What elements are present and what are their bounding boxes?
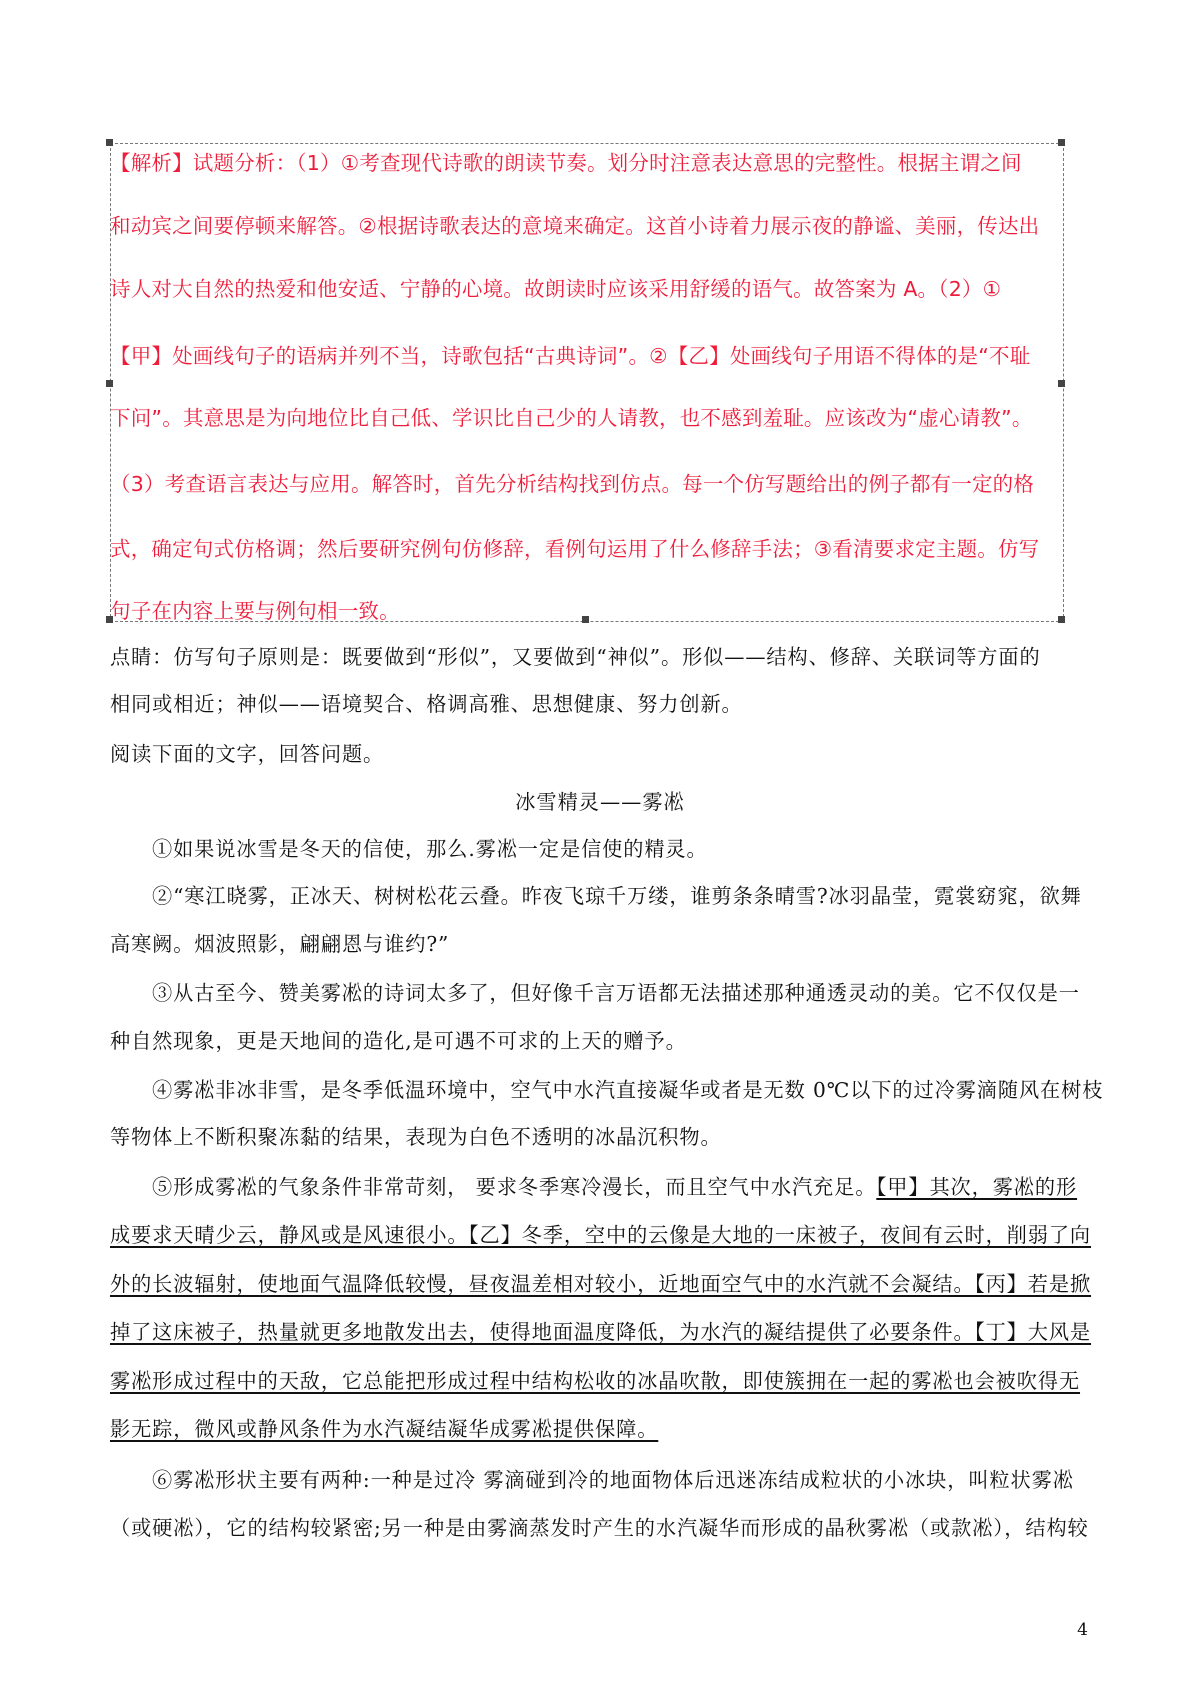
resize-handle-top-right[interactable] bbox=[1058, 139, 1065, 146]
underlined-paragraph-line: 雾凇形成过程中的天敌，它总能把形成过程中结构松收的冰晶吹散，即使簇拥在一起的雾凇也会被吹得无 bbox=[110, 1369, 1081, 1393]
tip-line: 相同或相近；神似——语境契合、格调高雅、思想健康、努力创新。 bbox=[110, 692, 743, 716]
paragraph-line: ③从古至今、赞美雾凇的诗词太多了，但好像千言万语都无法描述那种通透灵动的美。它不仅仅是一 bbox=[152, 981, 1080, 1005]
page-number: 4 bbox=[1077, 1620, 1088, 1640]
paragraph-line: （或硬凇），它的结构较紧密;另一种是由雾滴蒸发时产生的水汽凝华而形成的晶秋雾凇（或款凇），结构较 bbox=[110, 1516, 1089, 1540]
paragraph-line: ⑥雾凇形状主要有两种:一种是过冷 雾滴碰到冷的地面物体后迅迷冻结成粒状的小冰块，叫粒状雾凇 bbox=[152, 1468, 1074, 1492]
analysis-line: 下问”。其意思是为向地位比自己低、学识比自己少的人请教，也不感到羞耻。应该改为“虚心请教”。 bbox=[110, 406, 1033, 430]
analysis-line: 式，确定句式仿格调；然后要研究例句仿修辞，看例句运用了什么修辞手法；③看清要求定主题。仿写 bbox=[110, 537, 1040, 561]
underlined-text: 【甲】其次，雾凇的形 bbox=[876, 1175, 1078, 1199]
analysis-line: 诗人对大自然的热爱和他安适、宁静的心境。故朗读时应该采用舒缓的语气。故答案为 A。（2）① bbox=[110, 277, 1002, 301]
paragraph-line: ②“寒江晓雾，正冰天、树树松花云叠。昨夜飞琼千万缕，谁剪条条晴雪?冰羽晶莹，霓裳窈窕，欲舞 bbox=[152, 884, 1082, 908]
analysis-line: 【解析】试题分析：（1）①考查现代诗歌的朗读节奏。划分时注意表达意思的完整性。根据主谓之间 bbox=[110, 151, 1022, 175]
resize-handle-bottom-center[interactable] bbox=[582, 616, 589, 623]
paragraph-line: 种自然现象，更是天地间的造化,是可遇不可求的上天的赠予。 bbox=[110, 1029, 687, 1053]
reading-instruction: 阅读下面的文字，回答问题。 bbox=[110, 742, 385, 766]
paragraph-line: 等物体上不断积聚冻黏的结果，表现为白色不透明的冰晶沉积物。 bbox=[110, 1125, 722, 1149]
paragraph-line: ④雾凇非冰非雪，是冬季低温环境中，空气中水汽直接凝华或者是无数 0℃以下的过冷雾滴随风在树枝 bbox=[152, 1078, 1104, 1102]
analysis-line: 和动宾之间要停顿来解答。②根据诗歌表达的意境来确定。这首小诗着力展示夜的静谧、美丽，传达出 bbox=[110, 214, 1040, 238]
analysis-line: 【甲】处画线句子的语病并列不当，诗歌包括“古典诗词”。②【乙】处画线句子用语不得体的是“不耻 bbox=[110, 344, 1031, 368]
paragraph-line: 高寒阙。烟波照影，翩翩恩与谁约?” bbox=[110, 932, 450, 956]
underlined-paragraph-line: 掉了这床被子，热量就更多地散发出去，使得地面温度降低，为水汽的凝结提供了必要条件。【丁】大风是 bbox=[110, 1320, 1092, 1344]
resize-handle-top-left[interactable] bbox=[106, 139, 113, 146]
paragraph-text: ⑤形成雾凇的气象条件非常苛刻， 要求冬季寒冷漫长，而且空气中水汽充足。 bbox=[152, 1175, 877, 1199]
resize-handle-middle-left[interactable] bbox=[106, 380, 113, 387]
paragraph-line bbox=[152, 1171, 1077, 1200]
article-title: 冰雪精灵——雾凇 bbox=[515, 790, 685, 814]
tip-line: 点睛：仿写句子原则是：既要做到“形似”，又要做到“神似”。形似——结构、修辞、关联词等方面的 bbox=[110, 645, 1041, 669]
resize-handle-middle-right[interactable] bbox=[1058, 380, 1065, 387]
analysis-line: 句子在内容上要与例句相一致。 bbox=[110, 599, 400, 623]
resize-handle-bottom-right[interactable] bbox=[1058, 616, 1065, 623]
underlined-paragraph-line: 成要求天晴少云，静风或是风速很小。【乙】冬季，空中的云像是大地的一床被子，夜间有云时，削弱了向 bbox=[110, 1223, 1092, 1247]
analysis-line: （3）考查语言表达与应用。解答时，首先分析结构找到仿点。每一个仿写题给出的例子都有一定的格 bbox=[110, 472, 1035, 496]
underlined-paragraph-line: 外的长波辐射，使地面气温降低较慢，昼夜温差相对较小，近地面空气中的水汽就不会凝结。【丙】若是掀 bbox=[110, 1272, 1092, 1296]
underlined-paragraph-line: 影无踪，微风或静风条件为水汽凝结凝华成雾凇提供保障。 bbox=[110, 1417, 659, 1441]
paragraph-line: ①如果说冰雪是冬天的信使，那么.雾凇一定是信使的精灵。 bbox=[152, 837, 708, 861]
